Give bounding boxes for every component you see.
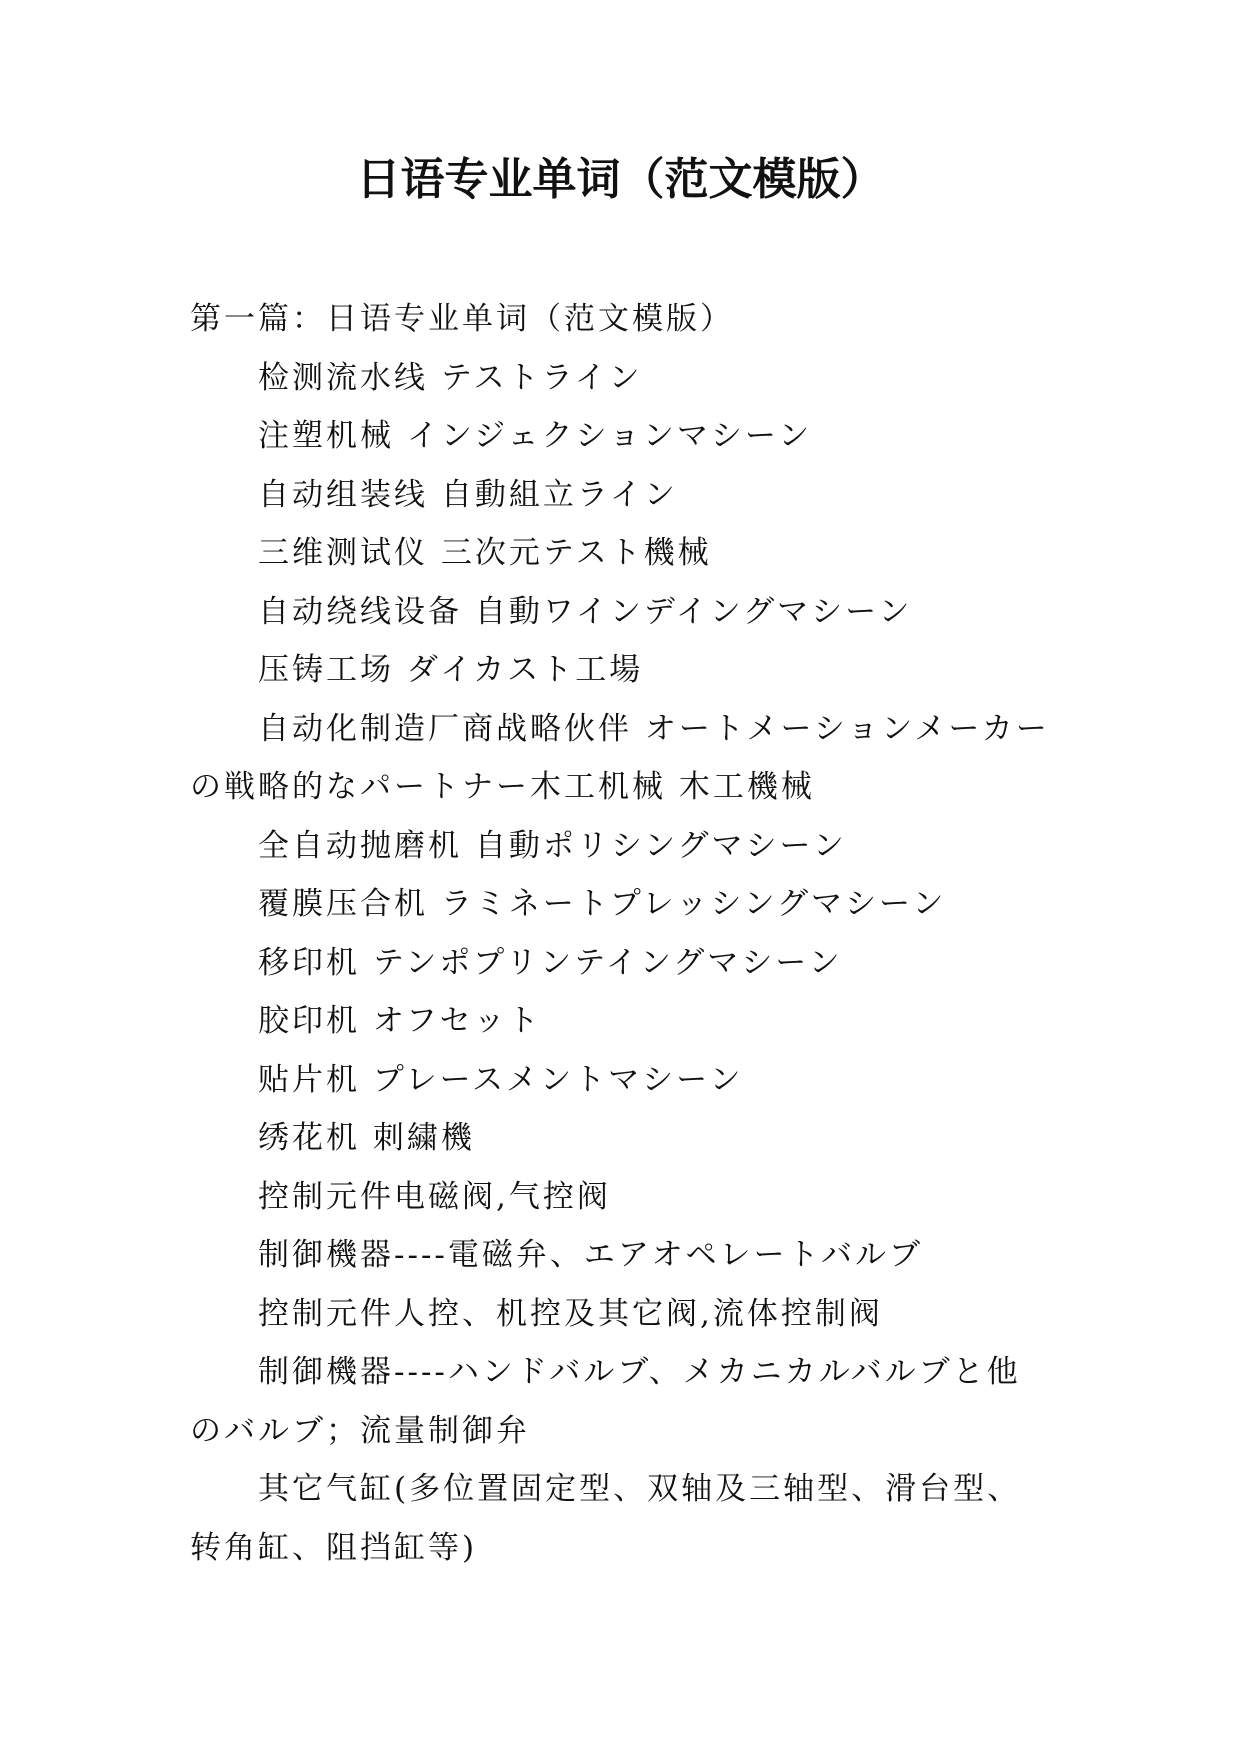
document-title: 日语专业单词（范文模版） — [356, 154, 885, 205]
vocab-entry: 控制元件人控、机控及其它阀,流体控制阀 — [258, 1295, 883, 1332]
vocab-entry: 绣花机 刺繍機 — [258, 1120, 475, 1156]
vocab-entry: 压铸工场 ダイカスト工場 — [258, 652, 644, 688]
vocab-entry: 覆膜压合机 ラミネートプレッシングマシーン — [258, 886, 947, 922]
vocab-entry: 自动化制造厂商战略伙伴 オートメーションメーカーの戦略的なパートナー木工机械 木工機械 — [190, 710, 1050, 805]
vocab-entry: 检测流水线 テストライン — [258, 359, 643, 396]
vocab-entry: 全自动抛磨机 自動ポリシングマシーン — [258, 827, 847, 864]
vocab-entry: 注塑机械 インジェクションマシーン — [258, 418, 813, 454]
vocab-entry: 自动组装线 自動組立ライン — [258, 476, 678, 513]
vocab-entry: 三维测试仪 三次元テスト機械 — [258, 535, 712, 571]
vocab-entry: 自动绕线设备 自動ワインデイングマシーン — [258, 593, 913, 630]
vocab-entry: 制御機器----電磁弁、エアオペレートバルブ — [258, 1237, 923, 1273]
vocab-entry: 胶印机 オフセット — [258, 1003, 542, 1039]
paragraph-heading: 第一篇：日语专业单词（范文模版） — [190, 301, 734, 337]
document-body — [190, 290, 1050, 1577]
vocab-entry: 移印机 テンポプリンテイングマシーン — [258, 944, 843, 981]
vocab-entry: 其它气缸(多位置固定型、双轴及三轴型、滑台型、转角缸、阻挡缸等) — [190, 1471, 1022, 1566]
vocab-entry: 贴片机 プレースメントマシーン — [258, 1061, 744, 1098]
vocab-entry: 制御機器----ハンドバルブ、メカニカルバルブと他のバルブ；流量制御弁 — [190, 1354, 1021, 1449]
vocab-entry: 控制元件电磁阀,气控阀 — [258, 1178, 611, 1215]
